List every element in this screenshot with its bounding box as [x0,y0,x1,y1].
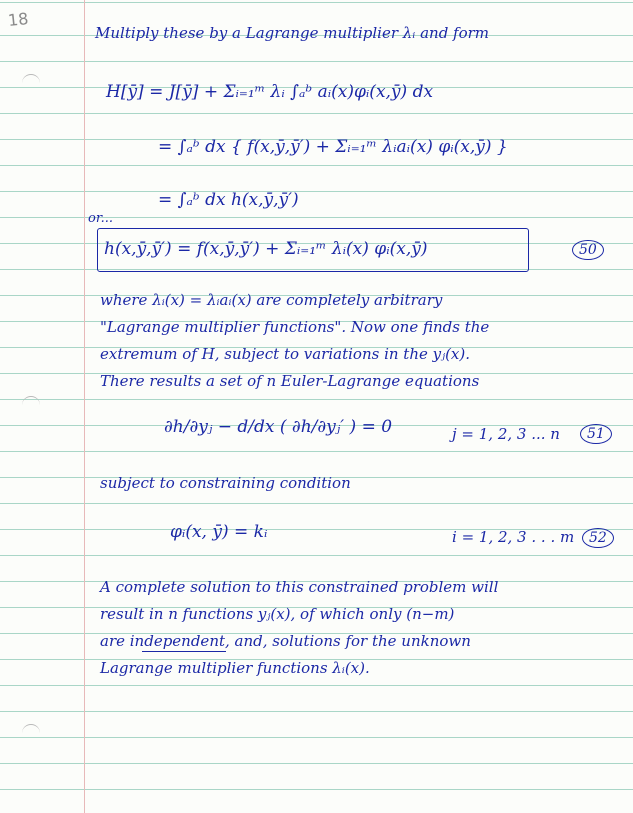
constraint-equation: φᵢ(x, ȳ) = kᵢ [170,522,268,542]
equation-number-50: 50 [572,240,604,260]
equation-H-step2: = ∫ₐᵇ dx { f(x,ȳ,ȳ′) + Σᵢ₌₁ᵐ λᵢaᵢ(x) φᵢ(x,ȳ) } [158,137,508,157]
conclusion-line-4: Lagrange multiplier functions λᵢ(x). [100,659,370,677]
binder-hole-mark [22,724,40,733]
equation-H-step3: = ∫ₐᵇ dx h(x,ȳ,ȳ′) [158,190,299,210]
paragraph-line-4: There results a set of n Euler-Lagrange equations [100,372,480,390]
binder-hole-mark [22,396,40,405]
margin-line [84,0,85,813]
equation-H: H[ȳ] = J[ȳ] + Σᵢ₌₁ᵐ λᵢ ∫ₐᵇ aᵢ(x)φᵢ(x,ȳ) dx [106,82,434,102]
paragraph-line-3: extremum of H, subject to variations in the yⱼ(x). [100,345,471,363]
paragraph-line-2: "Lagrange multiplier functions". Now one finds the [100,318,490,336]
independent-underline [142,651,226,652]
constraint-range: i = 1, 2, 3 . . . m [452,528,575,546]
equation-number-52: 52 [582,528,614,548]
or-label: or... [88,211,114,226]
euler-lagrange-equation: ∂h/∂yⱼ − d/dx ( ∂h/∂yⱼ′ ) = 0 [164,417,393,437]
binder-hole-mark [22,74,40,83]
intro-line: Multiply these by a Lagrange multiplier λᵢ and form [95,24,490,42]
conclusion-line-1: A complete solution to this constrained problem will [100,578,499,596]
equation-number-51: 51 [580,424,612,444]
conclusion-line-2: result in n functions yⱼ(x), of which only (n−m) [100,605,455,623]
constraint-intro: subject to constraining condition [100,474,351,492]
page-number: 18 [7,8,30,31]
conclusion-line-3: are independent, and, solutions for the unknown [100,632,471,650]
euler-lagrange-range: j = 1, 2, 3 ... n [452,425,560,443]
boxed-equation: h(x,ȳ,ȳ′) = f(x,ȳ,ȳ′) + Σᵢ₌₁ᵐ λᵢ(x) φᵢ(x,ȳ) [104,239,428,259]
paragraph-line-1: where λᵢ(x) = λᵢaᵢ(x) are completely arbitrary [100,291,443,309]
